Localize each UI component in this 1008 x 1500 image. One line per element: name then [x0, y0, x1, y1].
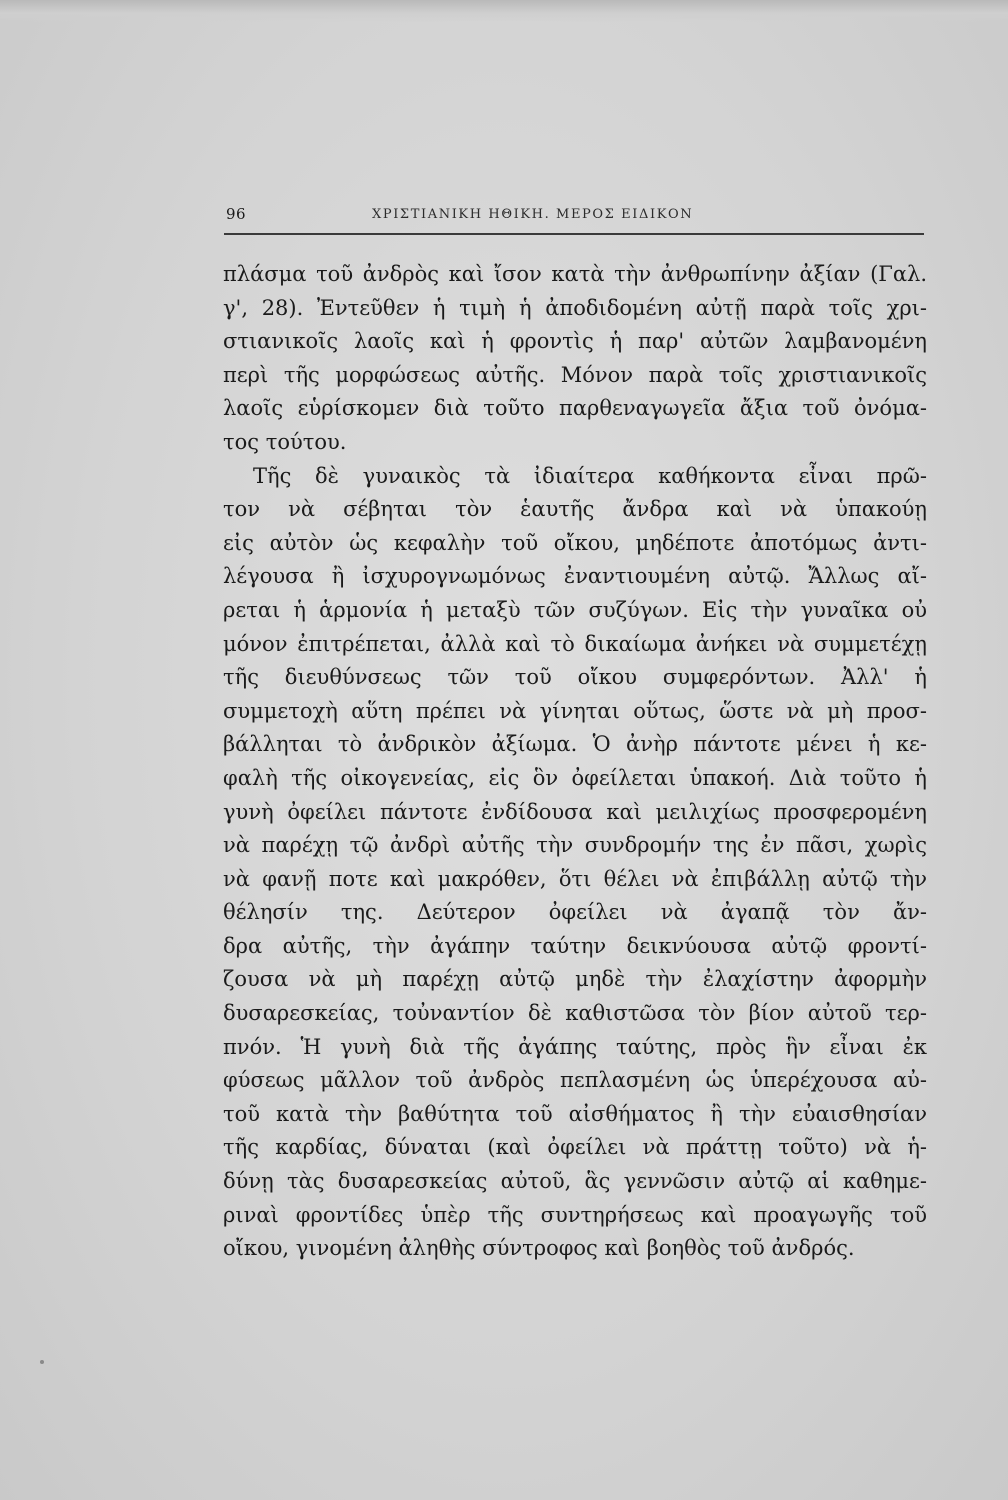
text-line: τον νὰ σέβηται τὸν ἑαυτῆς ἄνδρα καὶ νὰ ὑπακούῃ [223, 497, 927, 522]
running-head: ΧΡΙΣΤΙΑΝΙΚΗ ΗΘΙΚΗ. ΜΕΡΟΣ ΕΙΔΙΚΟΝ [372, 207, 694, 222]
text-line: τοῦ κατὰ τὴν βαθύτητα τοῦ αἰσθήματος ἢ τὴν εὐαισθησίαν [223, 1101, 927, 1126]
page-number: 96 [226, 205, 247, 223]
text-line: πλάσμα τοῦ ἀνδρὸς καὶ ἴσον κατὰ τὴν ἀνθρωπίνην ἀξίαν (Γαλ. [223, 262, 927, 286]
text-line: περὶ τῆς μορφώσεως αὐτῆς. Μόνον παρὰ τοῖς χριστιανικοῖς [223, 362, 927, 387]
page-edge-shadow [0, 0, 1008, 22]
text-line: φαλὴ τῆς οἰκογενείας, εἰς ὃν ὀφείλεται ὑπακοή. Διὰ τοῦτο ἡ [223, 765, 927, 790]
text-line: τῆς καρδίας, δύναται (καὶ ὀφείλει νὰ πράττῃ τοῦτο) νὰ ἡ- [223, 1135, 927, 1160]
text-line: εἰς αὐτὸν ὡς κεφαλὴν τοῦ οἴκου, μηδέποτε ἀποτόμως ἀντι- [223, 530, 927, 555]
text-line: δύνῃ τὰς δυσαρεσκείας αὐτοῦ, ἃς γεννῶσιν αὐτῷ αἱ καθημε- [223, 1169, 927, 1194]
text-line: τος τούτου. [223, 429, 347, 454]
page-header [224, 203, 924, 229]
text-line: δυσαρεσκείας, τοὐναντίον δὲ καθιστῶσα τὸν βίον αὐτοῦ τερ- [223, 1001, 927, 1026]
text-line: οἴκου, γινομένη ἀληθὴς σύντροφος καὶ βοηθὸς τοῦ ἀνδρός. [223, 1236, 855, 1261]
header-rule [224, 233, 924, 235]
text-line: Τῆς δὲ γυναικὸς τὰ ἰδιαίτερα καθήκοντα εἶναι πρῶ- [253, 463, 927, 488]
paper-speck [40, 1360, 44, 1364]
text-line: συμμετοχὴ αὕτη πρέπει νὰ γίνηται οὕτως, ὥστε νὰ μὴ προσ- [223, 698, 927, 723]
text-line: δρα αὐτῆς, τὴν ἀγάπην ταύτην δεικνύουσα αὐτῷ φροντί- [223, 933, 927, 958]
text-line: ζουσα νὰ μὴ παρέχῃ αὐτῷ μηδὲ τὴν ἐλαχίστην ἀφορμὴν [223, 967, 927, 992]
text-line: πνόν. Ἡ γυνὴ διὰ τῆς ἀγάπης ταύτης, πρὸς ἣν εἶναι ἐκ [223, 1034, 927, 1059]
text-line: βάλληται τὸ ἀνδρικὸν ἀξίωμα. Ὁ ἀνὴρ πάντοτε μένει ἡ κε- [223, 732, 927, 757]
text-line: τῆς διευθύνσεως τῶν τοῦ οἴκου συμφερόντων. Ἀλλ' ἡ [223, 665, 927, 690]
text-line: μόνον ἐπιτρέπεται, ἀλλὰ καὶ τὸ δικαίωμα ἀνήκει νὰ συμμετέχῃ [223, 631, 927, 656]
body-text [223, 258, 927, 1266]
text-line: νὰ παρέχῃ τῷ ἀνδρὶ αὐτῆς τὴν συνδρομήν της ἐν πᾶσι, χωρὶς [223, 833, 927, 858]
text-line: λαοῖς εὑρίσκομεν διὰ τοῦτο παρθεναγωγεῖα ἄξια τοῦ ὀνόμα- [223, 396, 927, 421]
text-line: ρεται ἡ ἁρμονία ἡ μεταξὺ τῶν συζύγων. Εἰς τὴν γυναῖκα οὐ [223, 597, 927, 622]
text-line: γ', 28). Ἐντεῦθεν ἡ τιμὴ ἡ ἀποδιδομένη αὐτῇ παρὰ τοῖς χρι- [223, 295, 927, 320]
text-line: ριναὶ φροντίδες ὑπὲρ τῆς συντηρήσεως καὶ προαγωγῆς τοῦ [223, 1202, 927, 1227]
text-line: γυνὴ ὀφείλει πάντοτε ἐνδίδουσα καὶ μειλιχίως προσφερομένη [223, 799, 927, 824]
text-line: νὰ φανῇ ποτε καὶ μακρόθεν, ὅτι θέλει νὰ ἐπιβάλλῃ αὐτῷ τὴν [223, 866, 927, 891]
text-line: φύσεως μᾶλλον τοῦ ἀνδρὸς πεπλασμένη ὡς ὑπερέχουσα αὐ- [223, 1068, 927, 1093]
text-line: στιανικοῖς λαοῖς καὶ ἡ φροντὶς ἡ παρ' αὐτῶν λαμβανομένη [223, 329, 927, 354]
text-line: λέγουσα ἢ ἰσχυρογνωμόνως ἐναντιουμένη αὐτῷ. Ἄλλως αἴ- [223, 564, 927, 589]
text-line: θέλησίν της. Δεύτερον ὀφείλει νὰ ἀγαπᾷ τὸν ἄν- [223, 900, 927, 925]
